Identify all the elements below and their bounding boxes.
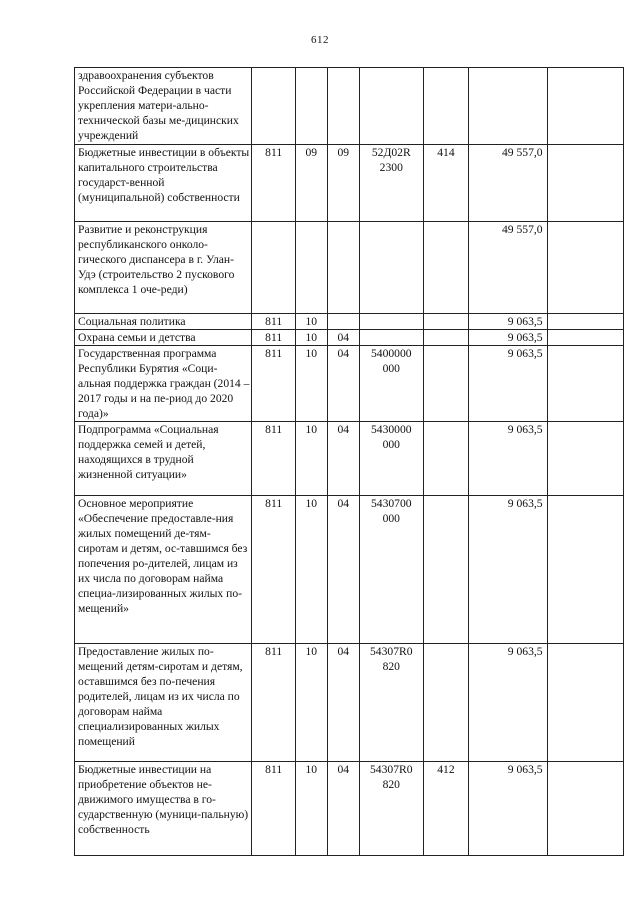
- row-csr: 5430700 000: [359, 496, 423, 644]
- row-pr: 04: [327, 346, 359, 422]
- row-rz: 10: [295, 346, 327, 422]
- row-extra: [547, 346, 623, 422]
- row-pr: 04: [327, 330, 359, 346]
- row-sum: 9 063,5: [469, 496, 547, 644]
- row-vr: [423, 644, 468, 762]
- row-rz: 10: [295, 762, 327, 856]
- row-rz: 10: [295, 422, 327, 496]
- table-row: [75, 222, 624, 314]
- row-vr: 414: [423, 145, 468, 222]
- row-sum: 9 063,5: [469, 644, 547, 762]
- row-name: здравоохранения субъектов Российской Федерации в части укрепления матери-ально-технической базы ме-дицинских учреждений: [75, 68, 252, 145]
- row-csr: [359, 330, 423, 346]
- row-vr: 412: [423, 762, 468, 856]
- row-grbs: 811: [252, 330, 295, 346]
- row-name: Государственная программа Республики Бурятия «Соци-альная поддержка граждан (2014 – 2017 годы и на пе-риод до 2020 года)»: [75, 346, 252, 422]
- row-csr: 54307R0 820: [359, 762, 423, 856]
- row-pr: [327, 68, 359, 145]
- row-extra: [547, 314, 623, 330]
- table-row: [75, 314, 624, 330]
- row-extra: [547, 222, 623, 314]
- table-row: [75, 644, 624, 762]
- table-row: [75, 145, 624, 222]
- row-name: Бюджетные инвестиции в объекты капитального строительства государст-венной (муниципальной) собственности: [75, 145, 252, 222]
- row-extra: [547, 762, 623, 856]
- row-rz: 10: [295, 644, 327, 762]
- row-pr: 04: [327, 496, 359, 644]
- row-vr: [423, 222, 468, 314]
- row-pr: 04: [327, 644, 359, 762]
- row-extra: [547, 330, 623, 346]
- row-sum: 49 557,0: [469, 145, 547, 222]
- row-vr: [423, 68, 468, 145]
- row-grbs: 811: [252, 346, 295, 422]
- row-rz: 10: [295, 314, 327, 330]
- row-extra: [547, 422, 623, 496]
- table-row: [75, 762, 624, 856]
- row-csr: 52Д02R 2300: [359, 145, 423, 222]
- row-csr: [359, 222, 423, 314]
- row-name: Основное мероприятие «Обеспечение предоставле-ния жилых помещений де-тям-сиротам и детям, ос-тавшимся без попечения ро-дителей, лицам из их числа по договорам найма специа-лизированных жилых по-мещений»: [75, 496, 252, 644]
- row-rz: [295, 68, 327, 145]
- row-grbs: 811: [252, 314, 295, 330]
- row-name: Предоставление жилых по-мещений детям-сиротам и детям, оставшимся без по-печения родителей, лицам из их числа по договорам найма специализированных жилых помещений: [75, 644, 252, 762]
- row-rz: [295, 222, 327, 314]
- row-name: Подпрограмма «Социальная поддержка семей и детей, находящихся в трудной жизненной ситуации»: [75, 422, 252, 496]
- row-grbs: 811: [252, 644, 295, 762]
- row-sum: 9 063,5: [469, 314, 547, 330]
- row-pr: 09: [327, 145, 359, 222]
- row-rz: 10: [295, 330, 327, 346]
- row-name: Бюджетные инвестиции на приобретение объектов не-движимого имущества в го-сударственную (муници-пальную) собственность: [75, 762, 252, 856]
- row-grbs: 811: [252, 145, 295, 222]
- row-csr: 5430000 000: [359, 422, 423, 496]
- row-vr: [423, 314, 468, 330]
- budget-table: [74, 67, 624, 856]
- row-grbs: [252, 222, 295, 314]
- row-grbs: 811: [252, 496, 295, 644]
- row-name: Развитие и реконструкция республиканского онколо-гического диспансера в г. Улан-Удэ (строительство 2 пускового комплекса 1 оче-реди): [75, 222, 252, 314]
- row-pr: 04: [327, 422, 359, 496]
- page-number: 612: [311, 34, 329, 46]
- row-name: Охрана семьи и детства: [75, 330, 252, 346]
- table-row: [75, 330, 624, 346]
- row-grbs: 811: [252, 762, 295, 856]
- row-vr: [423, 346, 468, 422]
- row-vr: [423, 330, 468, 346]
- row-sum: 9 063,5: [469, 762, 547, 856]
- row-sum: 49 557,0: [469, 222, 547, 314]
- row-vr: [423, 422, 468, 496]
- row-grbs: [252, 68, 295, 145]
- row-csr: 5400000 000: [359, 346, 423, 422]
- table-row: [75, 68, 624, 145]
- row-sum: 9 063,5: [469, 330, 547, 346]
- row-csr: 54307R0 820: [359, 644, 423, 762]
- row-rz: 10: [295, 496, 327, 644]
- table-row: [75, 496, 624, 644]
- row-sum: 9 063,5: [469, 346, 547, 422]
- row-vr: [423, 496, 468, 644]
- row-csr: [359, 68, 423, 145]
- row-extra: [547, 145, 623, 222]
- row-pr: [327, 222, 359, 314]
- row-sum: 9 063,5: [469, 422, 547, 496]
- row-rz: 09: [295, 145, 327, 222]
- row-grbs: 811: [252, 422, 295, 496]
- row-extra: [547, 496, 623, 644]
- row-csr: [359, 314, 423, 330]
- row-extra: [547, 644, 623, 762]
- table-row: [75, 346, 624, 422]
- row-pr: 04: [327, 762, 359, 856]
- table-row: [75, 422, 624, 496]
- row-name: Социальная политика: [75, 314, 252, 330]
- row-pr: [327, 314, 359, 330]
- row-sum: [469, 68, 547, 145]
- row-extra: [547, 68, 623, 145]
